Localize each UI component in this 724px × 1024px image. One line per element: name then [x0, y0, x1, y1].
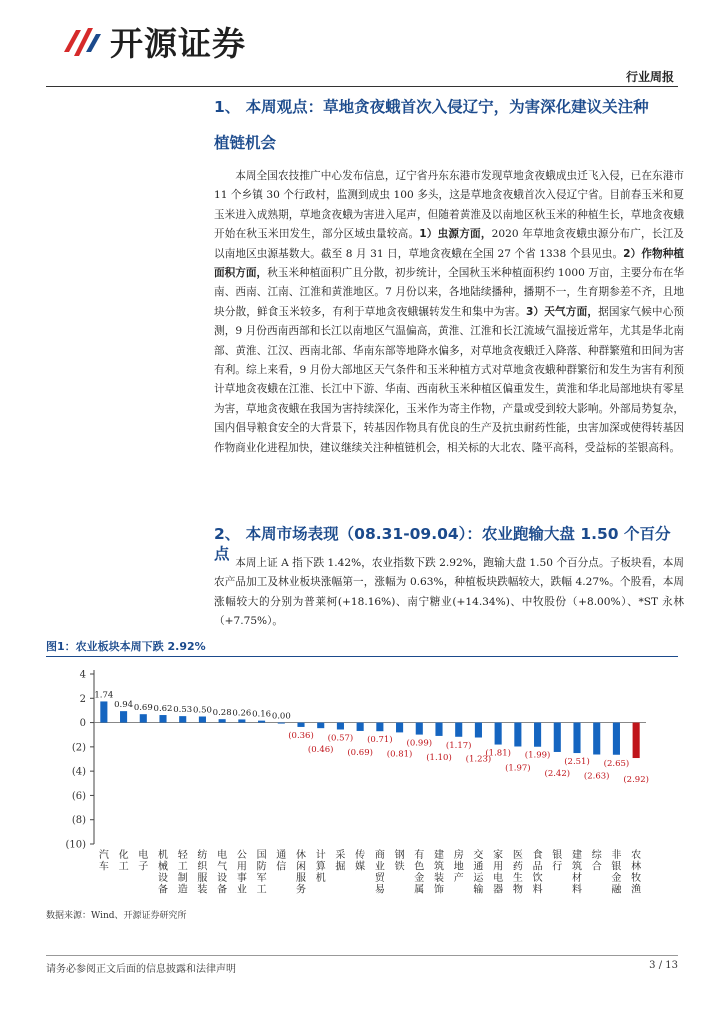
x-tick-char: 电 — [493, 873, 504, 884]
bar-chart — [46, 660, 678, 900]
x-tick-char: 房 — [453, 850, 464, 861]
x-tick-char: 建 — [572, 850, 582, 861]
value-label: 0.62 — [153, 704, 173, 715]
bar — [278, 723, 285, 724]
x-tick-char: 汽 — [98, 850, 109, 861]
bar — [199, 717, 206, 723]
value-label: 0.16 — [252, 709, 272, 720]
report-type: 行业周报 — [625, 70, 674, 84]
x-tick-label — [237, 850, 247, 896]
value-label: (0.99) — [406, 738, 433, 749]
point-2-text: 秋玉米种植面积广且分散，初步统计，全国秋玉米种植面积约 1000 万亩，主要分布在华南、西南、江南、江淮和黄淮地区。7 月份以来，各地陆续播种，播期不一，生育期参差不齐，且地块分散，鲜食玉米较多，有利于草地贪夜蛾辗转发生和集中为害。 — [214, 267, 684, 318]
x-tick-char: 国 — [256, 850, 267, 861]
x-tick-label — [99, 849, 109, 873]
x-tick-char: 食 — [532, 850, 543, 861]
bar — [455, 723, 462, 737]
x-tick-label — [178, 849, 189, 896]
value-label: (2.51) — [564, 757, 590, 768]
x-tick-char: 用 — [493, 861, 504, 873]
x-tick-char: 筑 — [572, 861, 582, 873]
x-tick-char: 机 — [315, 873, 326, 884]
x-tick-char: 医 — [512, 850, 523, 861]
x-tick-char: 子 — [138, 861, 149, 873]
x-tick-char: 休 — [296, 850, 306, 861]
value-label: (0.36) — [288, 730, 314, 741]
value-label: 0.26 — [232, 708, 252, 719]
x-tick-char: 输 — [473, 884, 484, 896]
x-tick-char: 材 — [572, 873, 582, 884]
x-tick-char: 闲 — [296, 861, 306, 873]
x-tick-char: 非 — [611, 850, 622, 861]
x-tick-char: 银 — [611, 861, 622, 873]
value-label: (1.97) — [505, 763, 531, 774]
value-label: 0.53 — [173, 705, 193, 716]
x-tick-char: 钢 — [394, 850, 405, 861]
x-tick-char: 料 — [572, 884, 582, 896]
x-tick-label — [414, 848, 424, 896]
x-tick-char: 业 — [374, 861, 385, 873]
x-tick-char: 融 — [611, 884, 622, 896]
x-tick-char: 化 — [118, 850, 129, 861]
y-tick-label: (4) — [71, 766, 86, 778]
x-tick-label — [493, 849, 503, 896]
bar — [376, 723, 383, 732]
bar — [396, 723, 403, 733]
x-tick-char: 工 — [177, 861, 188, 873]
x-tick-char: 有 — [414, 850, 425, 861]
bar — [495, 723, 502, 745]
x-tick-char: 器 — [493, 884, 504, 896]
x-tick-char: 算 — [315, 861, 326, 873]
bar — [357, 723, 364, 731]
x-tick-char: 易 — [374, 884, 385, 896]
point-3-text: 据国家气候中心预测，9 月份西南西部和长江以南地区气温偏高，黄淮、江淮和长江流域气温接近常年，尤其是华北南部、黄淮、江汉、西南北部、华南东部等地降水偏多，对草地贪夜蛾迁入降落、种群繁殖和田间为害有利。综上来看，9 月份大部地区天气条件和玉米种植方式对草地贪夜蛾种群繁衍和发生为害有利预计草地贪夜蛾在江淮、长江中下游、华南、西南秋玉米种植区偏重发生，黄淮和华北局部地块有零星为害，草地贪夜蛾在我国为害持续深化，玉米作为寄主作物，产量或受到较大影响。外部局势复杂，国内倡导粮食安全的大背景下，转基因作物具有优良的生产及抗虫耐药性能，虫害加深或使得转基因作物商业化进程加快，建议继续关注种植链机会，相关标的大北农、隆平高科，受益标的荃银高科。 — [214, 305, 684, 454]
key-point-3: 3）天气方面， — [526, 305, 599, 318]
point-1-text: 2020 年草地贪夜蛾虫源分布广，长江及以南地区虫源基数大。截至 8 月 31 日，草地贪夜蛾在全国 27 个省 1338 个县见虫。 — [214, 228, 685, 260]
x-tick-char: 轻 — [177, 850, 188, 861]
value-label: 0.94 — [114, 700, 134, 711]
x-tick-char: 行 — [552, 861, 563, 873]
bar — [554, 723, 561, 752]
section1-paragraph — [214, 167, 684, 458]
x-tick-char: 机 — [158, 850, 168, 861]
x-tick-char: 渔 — [631, 884, 642, 896]
figure-rule — [46, 656, 678, 657]
x-tick-char: 纺 — [197, 850, 208, 861]
brand-logo-icon — [60, 22, 104, 62]
header-rule — [46, 86, 678, 87]
x-tick-label — [572, 848, 582, 896]
bar — [317, 723, 324, 729]
x-tick-char: 交 — [473, 850, 484, 861]
x-tick-char: 品 — [532, 861, 543, 873]
x-tick-char: 金 — [414, 873, 425, 884]
brand-logo — [60, 18, 246, 65]
y-tick-label: 4 — [79, 669, 86, 681]
figure-source: 数据来源：Wind、开源证券研究所 — [46, 911, 187, 921]
x-tick-char: 综 — [591, 850, 602, 861]
x-tick-label — [473, 848, 484, 896]
value-label: (1.10) — [426, 752, 452, 763]
x-tick-label — [138, 848, 148, 873]
x-tick-char: 服 — [197, 873, 208, 884]
value-label: 0.69 — [133, 703, 153, 714]
x-tick-label — [611, 848, 622, 896]
x-tick-char: 建 — [434, 850, 444, 861]
x-tick-char: 掘 — [335, 861, 346, 873]
x-tick-char: 饮 — [532, 873, 543, 884]
x-tick-char: 备 — [217, 884, 228, 896]
bar — [100, 701, 107, 722]
x-tick-char: 金 — [611, 873, 622, 884]
bar — [416, 723, 423, 735]
value-label: (2.65) — [603, 758, 630, 769]
x-tick-char: 防 — [256, 861, 267, 873]
bar — [120, 711, 127, 722]
value-label: (0.46) — [307, 745, 334, 756]
x-tick-label — [296, 848, 306, 896]
value-label: (2.42) — [544, 768, 571, 779]
x-tick-char: 设 — [158, 873, 168, 884]
x-tick-char: 装 — [434, 873, 444, 884]
x-tick-char: 装 — [197, 884, 208, 896]
x-tick-char: 物 — [512, 884, 523, 896]
x-tick-label — [335, 848, 345, 873]
value-label: 0.50 — [192, 705, 212, 716]
y-tick-label: (6) — [71, 790, 86, 802]
x-tick-label — [533, 848, 543, 896]
bar — [633, 723, 640, 758]
x-tick-label — [552, 848, 562, 873]
bar — [593, 723, 600, 755]
x-tick-char: 军 — [256, 873, 267, 884]
value-label: (2.63) — [583, 771, 610, 782]
x-tick-char: 商 — [374, 850, 385, 861]
x-tick-char: 械 — [158, 861, 168, 873]
x-tick-char: 铁 — [394, 861, 405, 873]
x-tick-char: 饰 — [434, 884, 444, 896]
bar — [514, 723, 521, 747]
x-tick-char: 通 — [473, 861, 484, 873]
x-tick-char: 筑 — [434, 861, 444, 873]
x-tick-label — [197, 848, 208, 896]
x-tick-char: 色 — [414, 861, 425, 873]
bar — [534, 723, 541, 747]
bar — [613, 723, 620, 755]
x-tick-char: 媒 — [355, 861, 366, 873]
x-tick-char: 工 — [118, 861, 129, 873]
x-tick-label — [158, 848, 168, 896]
x-tick-label — [257, 849, 267, 896]
x-tick-char: 林 — [631, 861, 642, 873]
x-tick-label — [276, 849, 286, 873]
x-tick-char: 料 — [532, 884, 543, 896]
x-tick-char: 织 — [197, 861, 208, 873]
x-tick-char: 合 — [591, 861, 602, 873]
value-label: (0.71) — [367, 735, 393, 746]
bar — [179, 716, 186, 722]
x-tick-char: 生 — [512, 873, 523, 884]
bar — [140, 714, 147, 722]
value-label: 1.74 — [94, 690, 114, 701]
x-tick-char: 备 — [158, 884, 168, 896]
section1-heading-line1: 1、 本周观点：草地贪夜蛾首次入侵辽宁，为害深化建议关注种 — [214, 98, 649, 116]
x-tick-char: 制 — [177, 873, 188, 884]
footer-rule — [46, 955, 678, 956]
x-tick-char: 计 — [315, 850, 326, 861]
key-point-1: 1）虫源方面， — [419, 228, 492, 241]
value-label: (0.69) — [347, 747, 373, 758]
x-tick-char: 车 — [98, 861, 109, 873]
value-label: (1.99) — [524, 750, 551, 761]
x-tick-char: 业 — [236, 884, 247, 896]
bar — [238, 719, 245, 722]
figure-title: 图1：农业板块本周下跌 2.92% — [46, 640, 206, 653]
section2-paragraph: 本周上证 A 指下跌 1.42%，农业指数下跌 2.92%，跑输大盘 1.50 个百分点。子板块看，本周农产品加工及林业板块涨幅第一，涨幅为 0.63%，种植板块跌幅较大，跌幅 4.27%。个股看，本周涨幅较大的分别为普莱柯(+18.16%)、南宁糖业(+14.34%)、中牧股份（+8.00%）、*ST 永林（+7.75%）。 — [214, 557, 684, 628]
value-label: (1.23) — [465, 754, 492, 765]
x-tick-label — [592, 848, 603, 873]
value-label: (1.81) — [485, 748, 511, 759]
y-tick-label: (2) — [71, 742, 86, 754]
x-tick-char: 务 — [296, 884, 306, 896]
x-tick-char: 产 — [453, 873, 464, 884]
bar — [159, 715, 166, 723]
bar — [258, 721, 265, 723]
x-tick-label — [395, 848, 405, 873]
x-tick-char: 造 — [177, 884, 188, 896]
y-tick-label: 2 — [79, 693, 86, 705]
x-tick-char: 设 — [217, 873, 228, 884]
footer-disclaimer: 请务必参阅正文后面的信息披露和法律声明 — [46, 964, 236, 975]
x-tick-label — [375, 848, 386, 896]
x-tick-char: 采 — [335, 850, 346, 861]
x-tick-char: 运 — [473, 873, 484, 884]
x-tick-char: 公 — [236, 850, 247, 861]
value-label: (0.57) — [327, 733, 354, 744]
y-tick-label: (10) — [65, 839, 86, 851]
x-tick-char: 气 — [217, 861, 228, 873]
bar — [573, 723, 580, 753]
section1-heading-line2: 植链机会 — [214, 134, 277, 152]
x-tick-char: 通 — [276, 850, 287, 861]
section1-heading — [214, 97, 682, 153]
x-axis-labels — [99, 848, 641, 896]
y-axis — [65, 670, 646, 851]
x-tick-char: 药 — [512, 861, 523, 873]
x-tick-label — [217, 848, 227, 896]
x-tick-label — [316, 848, 326, 884]
page-number: 3 / 13 — [649, 960, 678, 971]
x-tick-char: 农 — [631, 850, 642, 861]
y-tick-label: (8) — [71, 815, 86, 827]
value-label: (2.92) — [623, 775, 649, 786]
x-tick-char: 属 — [414, 884, 425, 896]
bar — [219, 719, 226, 722]
x-tick-label — [119, 848, 129, 873]
chart-value-labels — [94, 690, 649, 785]
x-tick-char: 用 — [236, 861, 247, 873]
x-tick-char: 服 — [296, 873, 306, 884]
key-point-2: 2）作物种植面积方面， — [214, 247, 684, 280]
x-tick-char: 牧 — [631, 873, 642, 884]
x-tick-char: 电 — [217, 850, 228, 861]
x-tick-label — [454, 848, 464, 884]
x-tick-label — [513, 849, 523, 896]
x-tick-label — [631, 848, 641, 896]
value-label: (1.17) — [445, 740, 472, 751]
x-tick-char: 信 — [276, 861, 287, 873]
x-tick-label — [355, 848, 365, 873]
bar — [297, 723, 304, 727]
x-tick-char: 地 — [453, 861, 464, 873]
y-tick-label: 0 — [79, 718, 86, 730]
value-label: 0.00 — [271, 711, 291, 722]
x-tick-char: 工 — [256, 884, 267, 896]
x-tick-label — [434, 848, 444, 896]
x-tick-char: 贸 — [374, 873, 385, 884]
intro-text: 本周全国农技推广中心发布信息，辽宁省丹东东港市发现草地贪夜蛾成虫迁飞入侵，已在东港市 11 个乡镇 30 个行政村，监测到成虫 100 多头，这是草地贪夜蛾首次入侵辽宁省。目前春玉米和夏玉米进入成熟期，草地贪夜蛾为害进入尾声，但随着黄淮及以南地区秋玉米的种植生长，草地贪夜蛾开始在秋玉米田发生，部分区域虫量较高。 — [214, 170, 684, 241]
bar — [475, 723, 482, 738]
bar — [435, 723, 442, 736]
value-label: 0.28 — [212, 708, 232, 719]
x-tick-char: 传 — [355, 850, 366, 861]
brand-name: 开源证券 — [110, 24, 246, 63]
x-tick-char: 事 — [236, 873, 247, 884]
bar — [337, 723, 344, 730]
value-label: (0.81) — [386, 749, 413, 760]
x-tick-char: 银 — [552, 850, 563, 861]
x-tick-char: 家 — [493, 850, 504, 861]
x-tick-char: 电 — [138, 850, 149, 861]
section2-heading: 2、 本周市场表现（08.31-09.04）：农业跑输大盘 1.50 个百分点 — [214, 525, 671, 563]
